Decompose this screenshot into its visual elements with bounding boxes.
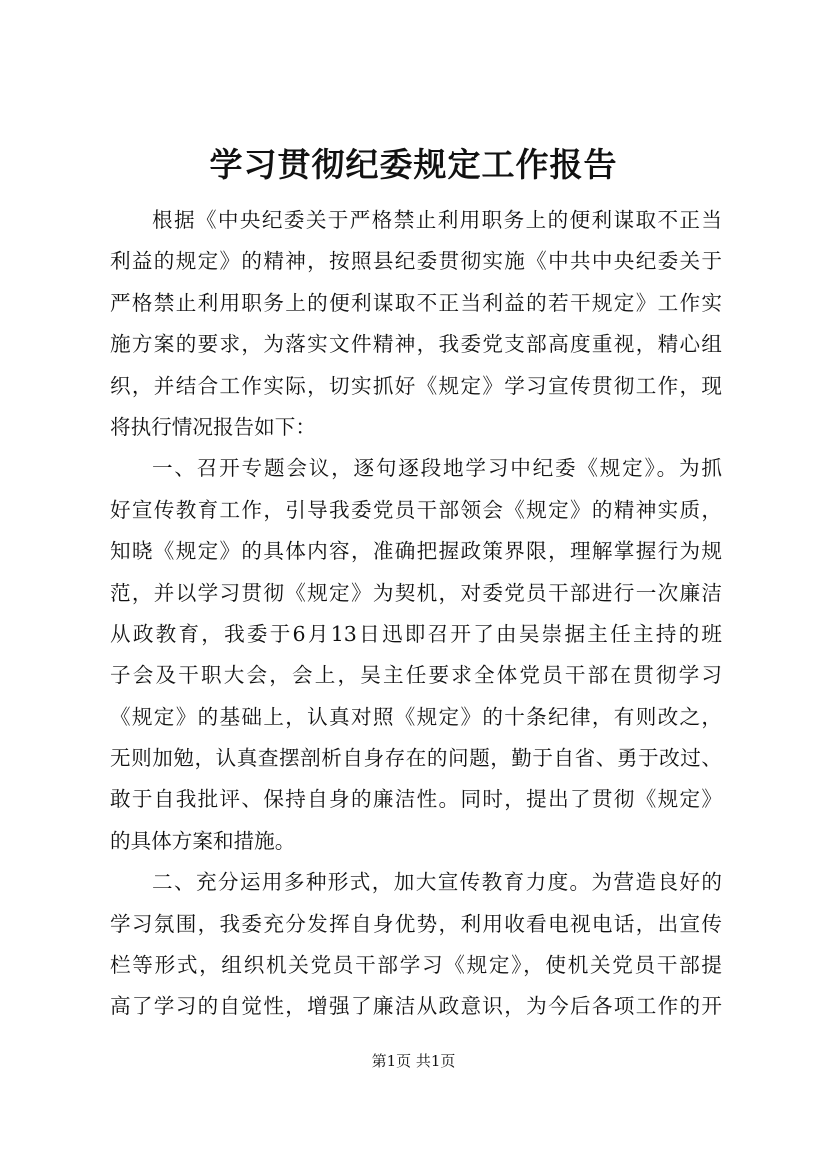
- body-line: 栏等形式，组织机关党员干部学习《规定》，使机关党员干部提: [110, 953, 722, 978]
- body-line: 的具体方案和措施。: [110, 828, 296, 853]
- page-footer: 第1页 共1页: [371, 1052, 456, 1070]
- body-line: 无则加勉，认真查摆剖析自身存在的问题，勤于自省、勇于改过、: [110, 746, 722, 771]
- body-line: 根据《中央纪委关于严格禁止利用职务上的便利谋取不正当: [152, 208, 722, 232]
- body-line: 施方案的要求，为落实文件精神，我委党支部高度重视，精心组: [110, 332, 722, 357]
- body-line: 织，并结合工作实际，切实抓好《规定》学习宣传贯彻工作，现: [110, 373, 722, 398]
- body-line: 将执行情况报告如下：: [110, 414, 316, 439]
- body-line: 敢于自我批评、保持自身的廉洁性。同时，提出了贯彻《规定》: [110, 787, 722, 812]
- body-line: 利益的规定》的精神，按照县纪委贯彻实施《中共中央纪委关于: [110, 249, 722, 274]
- document-title: 学习贯彻纪委规定工作报告: [209, 145, 618, 184]
- body-line: 高了学习的自觉性，增强了廉洁从政意识，为今后各项工作的开: [110, 994, 722, 1019]
- body-line: 从政教育，我委于6月13日迅即召开了由吴崇据主任主持的班: [110, 621, 722, 646]
- body-line: 学习氛围，我委充分发挥自身优势，利用收看电视电话，出宣传: [110, 911, 722, 936]
- body-line: 《规定》的基础上，认真对照《规定》的十条纪律，有则改之，: [110, 704, 722, 729]
- body-line: 一、召开专题会议，逐句逐段地学习中纪委《规定》。为抓: [152, 456, 722, 481]
- document-body: [110, 200, 722, 1028]
- body-line: 严格禁止利用职务上的便利谋取不正当利益的若干规定》工作实: [110, 290, 722, 315]
- body-line: 子会及干职大会，会上，吴主任要求全体党员干部在贯彻学习: [110, 663, 722, 688]
- body-line: 知晓《规定》的具体内容，准确把握政策界限，理解掌握行为规: [110, 539, 722, 564]
- body-line: 好宣传教育工作，引导我委党员干部领会《规定》的精神实质，: [110, 497, 722, 522]
- body-line: 范，并以学习贯彻《规定》为契机，对委党员干部进行一次廉洁: [110, 580, 722, 605]
- body-line: 二、充分运用多种形式，加大宣传教育力度。为营造良好的: [152, 870, 722, 895]
